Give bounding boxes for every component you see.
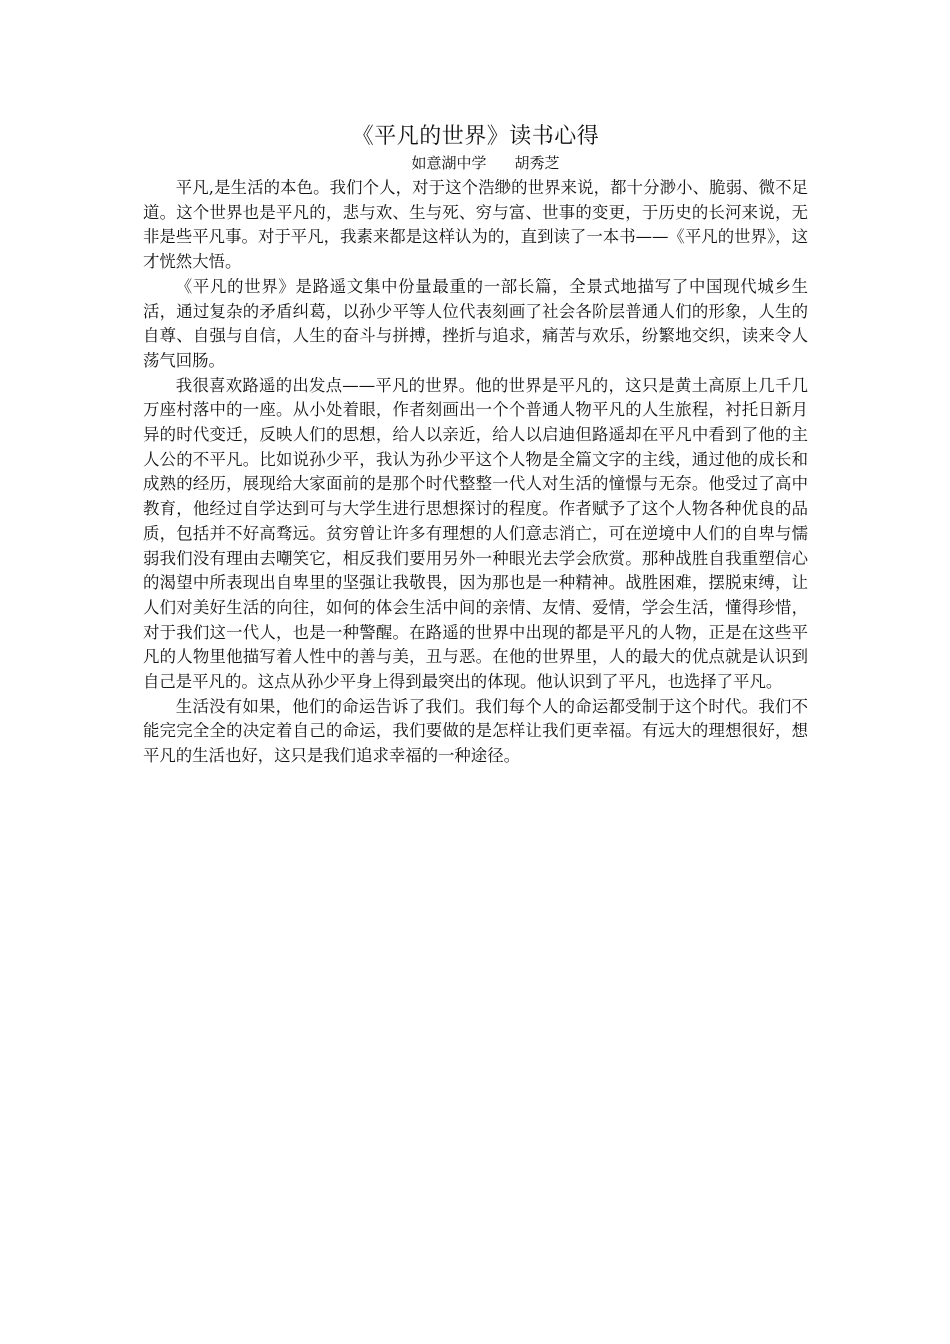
paragraph-3: 我很喜欢路遥的出发点——平凡的世界。他的世界是平凡的，这只是黄土高原上几千几万座村落中的一座。从小处着眼，作者刻画出一个个普通人物平凡的人生旅程，衬托日新月异的时代变迁，反映人们的思想，给人以亲近，给人以启迪但路遥却在平凡中看到了他的主人公的不平凡。比如说孙少平，我认为孙少平这个人物是全篇文字的主线，通过他的成长和成熟的经历，展现给大家面前的是那个时代整整一代人对生活的憧憬与无奈。他受过了高中教育，他经过自学达到可与大学生进行思想探讨的程度。作者赋予了这个人物各种优良的品质，包括并不好高骛远。贫穷曾让许多有理想的人们意志消亡，可在逆境中人们的自卑与懦弱我们没有理由去嘲笑它，相反我们要用另外一种眼光去学会欣赏。那种战胜自我重塑信心的渴望中所表现出自卑里的坚强让我敬畏，因为那也是一种精神。战胜困难，摆脱束缚，让人们对美好生活的向往，如何的体会生活中间的亲情、友情、爱情，学会生活，懂得珍惜，对于我们这一代人，也是一种警醒。在路遥的世界中出现的都是平凡的人物，正是在这些平凡的人物里他描写着人性中的善与美，丑与恶。在他的世界里，人的最大的优点就是认识到自己是平凡的。这点从孙少平身上得到最突出的体现。他认识到了平凡，也选择了平凡。 (143, 375, 808, 692)
byline (143, 152, 808, 174)
document-body (143, 176, 808, 769)
author-name: 胡秀芝 (514, 154, 560, 172)
paragraph-1: 平凡,是生活的本色。我们个人，对于这个浩缈的世界来说，都十分渺小、脆弱、微不足道。这个世界也是平凡的，悲与欢、生与死、穷与富、世事的变更，于历史的长河来说，无非是些平凡事。对于平凡，我素来都是这样认为的，直到读了一本书——《平凡的世界》，这才恍然大悟。 (143, 178, 808, 272)
school-name: 如意湖中学 (411, 154, 487, 172)
document-title: 《平凡的世界》读书心得 (351, 124, 600, 149)
paragraph-2: 《平凡的世界》是路遥文集中份量最重的一部长篇，全景式地描写了中国现代城乡生活，通过复杂的矛盾纠葛，以孙少平等人位代表刻画了社会各阶层普通人们的形象，人生的自尊、自强与自信，人生的奋斗与拼搏，挫折与追求，痛苦与欢乐，纷繁地交织，读来令人荡气回肠。 (143, 276, 808, 370)
paragraph-4: 生活没有如果，他们的命运告诉了我们。我们每个人的命运都受制于这个时代。我们不能完完全全的决定着自己的命运，我们要做的是怎样让我们更幸福。有远大的理想很好，想平凡的生活也好，这只是我们追求幸福的一种途径。 (143, 696, 808, 766)
document-page (143, 122, 808, 769)
